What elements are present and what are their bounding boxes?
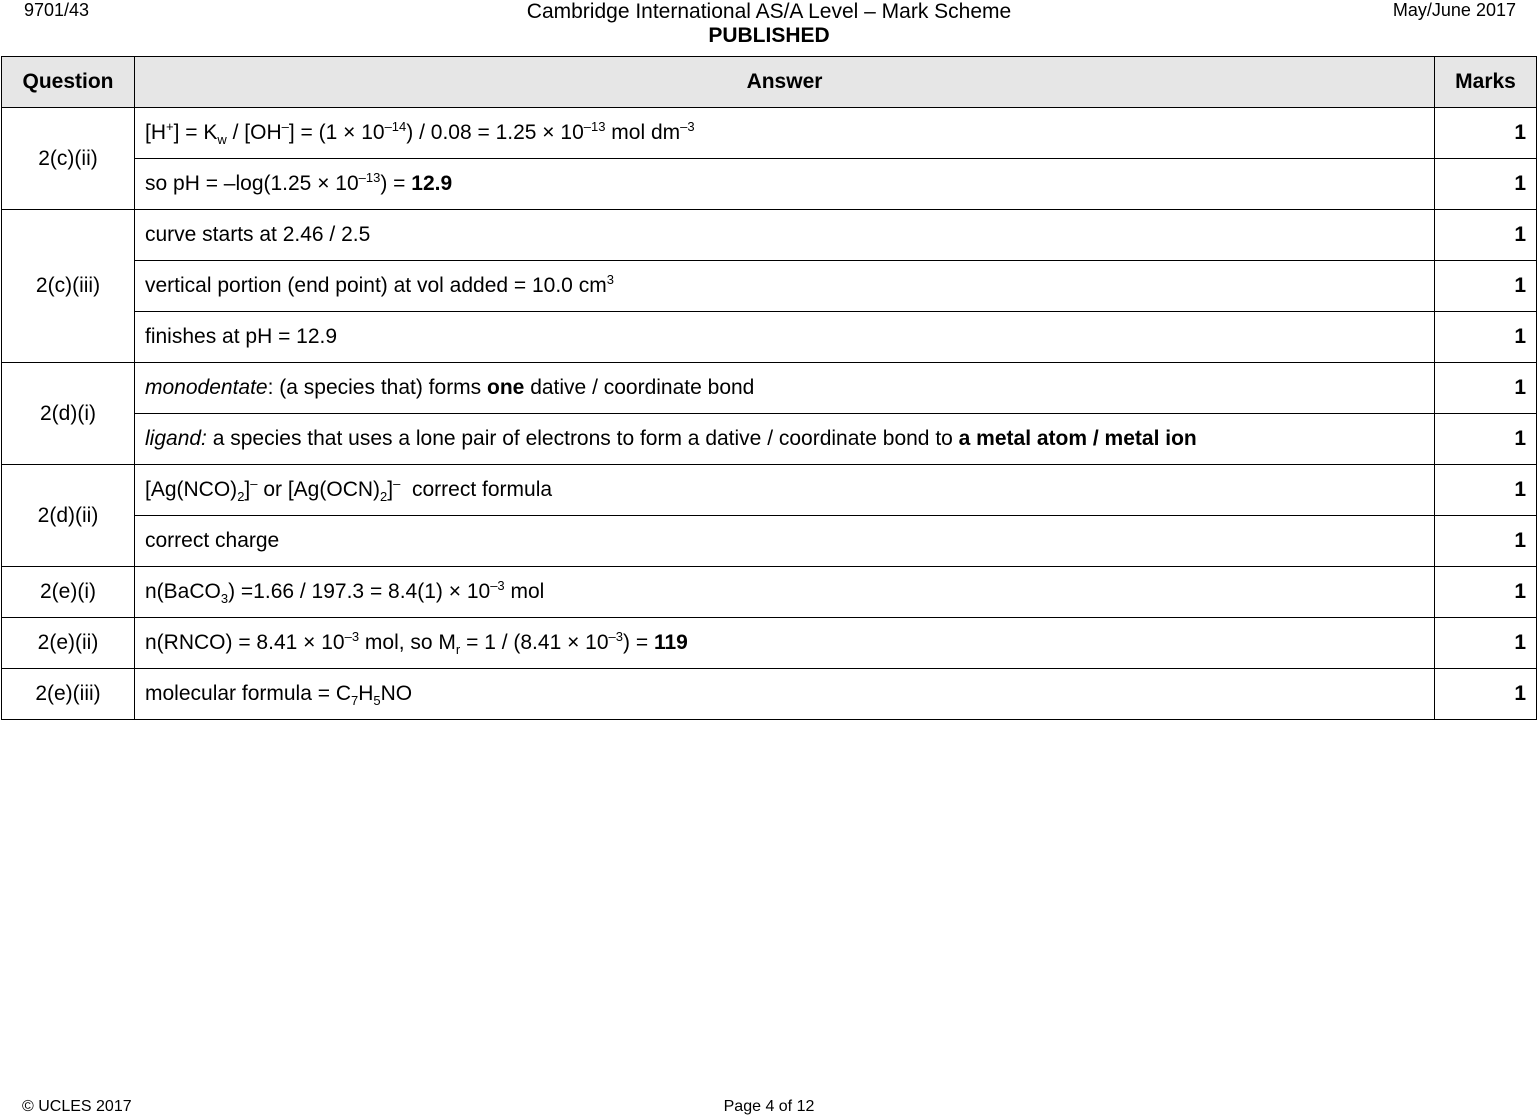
table-row xyxy=(2,261,1537,312)
answer-cell: $[H^+] = K_w / [OH^-] = (1 \times 10^{-14}) / 0.08 = 1.25 \times 10^{-13}$ mol $dm^{-3}$ xyxy=(135,108,1435,159)
table-row xyxy=(2,363,1537,414)
marks-cell: 1 xyxy=(1435,618,1537,669)
answer-cell: n(RNCO) = $8.41 \times 10^{-3}$ mol, so $M_r = 1 / (8.41 \times 10^{-3}) = 119$ xyxy=(135,618,1435,669)
answer-cell: n(BaCO$_3$) $=1.66 / 197.3 = 8.4(1) \times 10^{-3}$ mol xyxy=(135,567,1435,618)
table-row xyxy=(2,159,1537,210)
answer-cell: molecular formula = $C_7H_5NO$ xyxy=(135,669,1435,720)
answer-cell: finishes at pH = 12.9 xyxy=(135,312,1435,363)
column-header-marks: Marks xyxy=(1435,57,1537,108)
question-number: 2(c)(ii) xyxy=(2,108,135,210)
answer-cell: correct charge xyxy=(135,516,1435,567)
table-row xyxy=(2,465,1537,516)
question-number: 2(e)(i) xyxy=(2,567,135,618)
table-row xyxy=(2,567,1537,618)
table-row xyxy=(2,669,1537,720)
mark-scheme-table xyxy=(1,56,1537,720)
marks-cell: 1 xyxy=(1435,567,1537,618)
marks-cell: 1 xyxy=(1435,261,1537,312)
answer-cell: vertical portion (end point) at vol added = 10.0 $cm^3$ xyxy=(135,261,1435,312)
question-number: 2(d)(ii) xyxy=(2,465,135,567)
document-header xyxy=(0,0,1538,48)
exam-session: May/June 2017 xyxy=(1392,0,1516,20)
table-row xyxy=(2,516,1537,567)
table-row xyxy=(2,414,1537,465)
paper-code: 9701/43 xyxy=(24,0,90,20)
marks-cell: 1 xyxy=(1435,363,1537,414)
marks-cell: 1 xyxy=(1435,210,1537,261)
answer-cell: monodentate: (a species that) forms one dative / coordinate bond xyxy=(135,363,1435,414)
question-number: 2(e)(ii) xyxy=(2,618,135,669)
marks-cell: 1 xyxy=(1435,414,1537,465)
table-row xyxy=(2,618,1537,669)
question-number: 2(c)(iii) xyxy=(2,210,135,363)
table-row xyxy=(2,108,1537,159)
marks-cell: 1 xyxy=(1435,465,1537,516)
question-number: 2(d)(i) xyxy=(2,363,135,465)
document-title: Cambridge International AS/A Level – Mark Scheme xyxy=(526,0,1012,23)
marks-cell: 1 xyxy=(1435,108,1537,159)
table-row xyxy=(2,210,1537,261)
answer-cell: so pH = $-\log(1.25 \times 10^{-13}) = 12.9$ xyxy=(135,159,1435,210)
question-number: 2(e)(iii) xyxy=(2,669,135,720)
page-number: Page 4 of 12 xyxy=(723,1098,815,1115)
answer-cell: $[Ag(NCO)_2]^-$ or $[Ag(OCN)_2]^-$ correct formula xyxy=(135,465,1435,516)
published-label: PUBLISHED xyxy=(708,24,830,47)
column-header-question: Question xyxy=(2,57,135,108)
answer-cell: ligand: a species that uses a lone pair of electrons to form a dative / coordinate bond to a metal atom / metal ion xyxy=(135,414,1435,465)
answer-cell: curve starts at 2.46 / 2.5 xyxy=(135,210,1435,261)
copyright-notice: © UCLES 2017 xyxy=(22,1098,132,1115)
marks-cell: 1 xyxy=(1435,312,1537,363)
marks-cell: 1 xyxy=(1435,516,1537,567)
table-row xyxy=(2,312,1537,363)
table-header-row xyxy=(2,57,1537,108)
marks-cell: 1 xyxy=(1435,669,1537,720)
column-header-answer: Answer xyxy=(135,57,1435,108)
marks-cell: 1 xyxy=(1435,159,1537,210)
